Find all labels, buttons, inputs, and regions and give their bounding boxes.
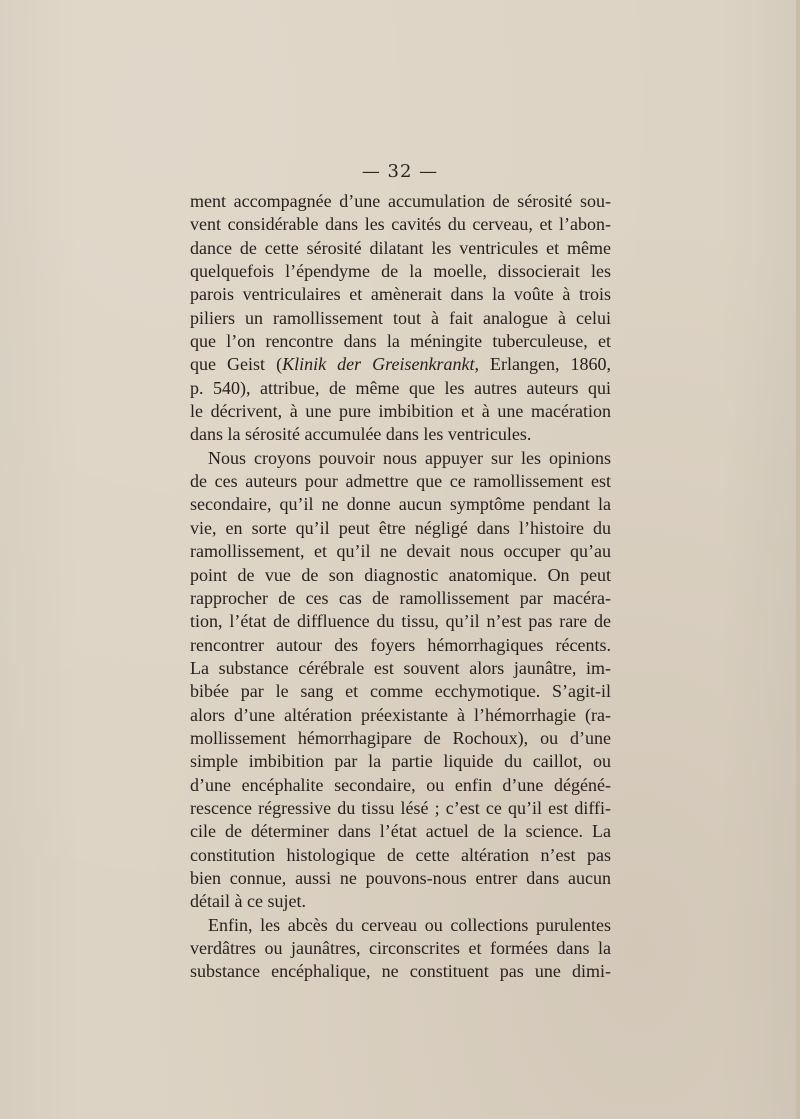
body-text <box>190 190 611 984</box>
text-line: de ces auteurs pour admettre que ce ramollissement est <box>190 471 611 492</box>
text-line: rescence régressive du tissu lésé ; c’est ce qu’il est diffi- <box>190 797 611 818</box>
text-line: simple imbibition par la partie liquide du caillot, ou <box>190 751 611 772</box>
page-number: — 32 — <box>361 161 439 182</box>
text-line: point de vue de son diagnostic anatomique. On peut <box>190 564 611 585</box>
text-line: le décrivent, à une pure imbibition et à une macération <box>190 401 611 422</box>
text-line: d’une encéphalite secondaire, ou enfin d’une dégéné- <box>190 774 611 795</box>
text-line: dans la sérosité accumulée dans les ventricules. <box>190 424 532 445</box>
text-line: ramollissement, et qu’il ne devait nous occuper qu’au <box>190 541 611 562</box>
text-segment: que Geist ( <box>190 354 283 375</box>
text-line: alors d’une altération préexistante à l’hémorrhagie (ra- <box>190 704 611 725</box>
text-line: secondaire, qu’il ne donne aucun symptôme pendant la <box>190 494 611 515</box>
text-line: vie, en sorte qu’il peut être négligé dans l’histoire du <box>190 517 611 538</box>
text-line: verdâtres ou jaunâtres, circonscrites et formées dans la <box>190 938 611 958</box>
text-line: piliers un ramollissement tout à fait analogue à celui <box>190 307 611 328</box>
text-line: constitution histologique de cette altération n’est pas <box>190 844 611 865</box>
text-line: p. 540), attribue, de même que les autres auteurs qui <box>190 377 611 398</box>
text-line: quelquefois l’épendyme de la moelle, dissocierait les <box>190 261 611 282</box>
text-line <box>190 353 611 376</box>
text-line: tion, l’état de diffluence du tissu, qu’il n’est pas rare de <box>190 611 611 632</box>
text-line: Nous croyons pouvoir nous appuyer sur les opinions <box>208 447 611 468</box>
text-line: ment accompagnée d’une accumulation de sérosité sou- <box>190 191 611 211</box>
text-line: bibée par le sang et comme ecchymotique. S’agit-il <box>190 681 611 702</box>
text-line: substance encéphalique, ne constituent pas une dimi- <box>190 961 611 982</box>
italic-title: Klinik der Greisenkrankt <box>282 354 475 375</box>
text-line: dance de cette sérosité dilatant les ventricules et même <box>190 237 611 258</box>
text-line: vent considérable dans les cavités du cerveau, et l’abon- <box>190 214 611 235</box>
text-line: détail à ce sujet. <box>190 891 306 912</box>
text-line: parois ventriculaires et amènerait dans la voûte à trois <box>190 284 611 305</box>
text-line: Enfin, les abcès du cerveau ou collections purulentes <box>208 914 611 935</box>
text-segment: , Erlangen, 1860, <box>474 354 612 375</box>
text-line: rapprocher de ces cas de ramollissement par macéra- <box>190 587 611 608</box>
text-line: bien connue, aussi ne pouvons-nous entrer dans aucun <box>190 867 611 888</box>
text-line: rencontrer autour des foyers hémorrhagiques récents. <box>190 634 611 655</box>
text-line: mollissement hémorrhagipare de Rochoux), ou d’une <box>190 727 611 748</box>
text-line: La substance cérébrale est souvent alors jaunâtre, im- <box>190 657 611 678</box>
text-line: que l’on rencontre dans la méningite tuberculeuse, et <box>190 331 611 352</box>
text-line: cile de déterminer dans l’état actuel de la science. La <box>190 821 611 842</box>
